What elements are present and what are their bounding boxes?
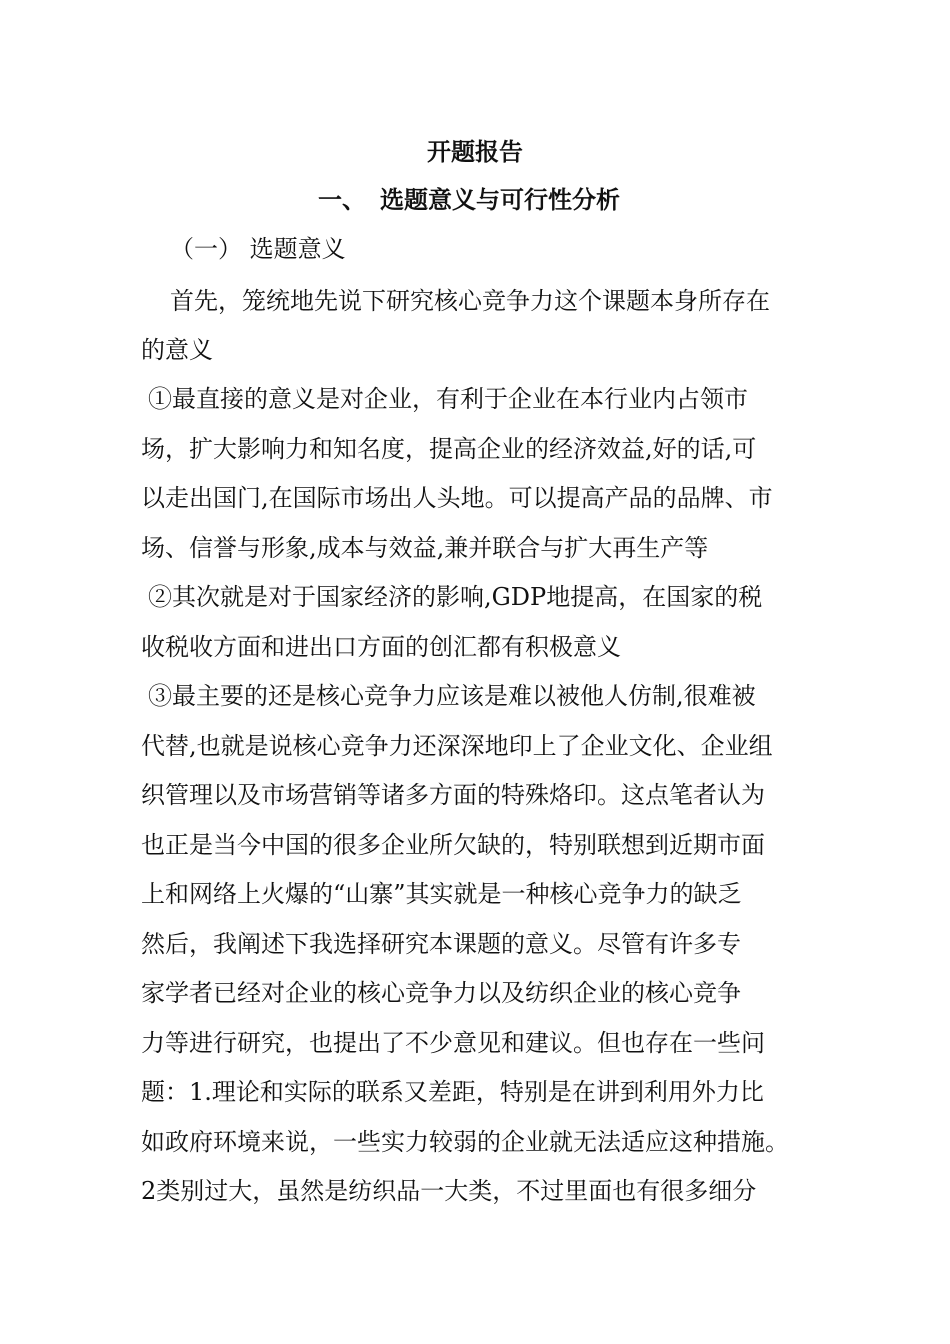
paragraph-line: 然后，我阐述下我选择研究本课题的意义。尽管有许多专 xyxy=(141,930,741,958)
paragraph-line: ①最直接的意义是对企业，有利于企业在本行业内占领市 xyxy=(148,385,748,413)
paragraph-line: 场，扩大影响力和知名度，提高企业的经济效益,好的话,可 xyxy=(141,435,757,463)
paragraph-line: 收税收方面和进出口方面的创汇都有积极意义 xyxy=(141,633,621,661)
paragraph-line: 以走出国门,在国际市场出人头地。可以提高产品的品牌、市 xyxy=(141,484,773,512)
paragraph-line: 家学者已经对企业的核心竞争力以及纺织企业的核心竞争 xyxy=(141,979,741,1007)
paragraph-line: 的意义 xyxy=(141,336,213,364)
paragraph-line: 织管理以及市场营销等诸多方面的特殊烙印。这点笔者认为 xyxy=(141,781,765,809)
paragraph-line: 力等进行研究，也提出了不少意见和建议。但也存在一些问 xyxy=(141,1029,765,1057)
paragraph-line: 如政府环境来说，一些实力较弱的企业就无法适应这种措施。 xyxy=(141,1128,789,1156)
paragraph-line: 代替,也就是说核心竞争力还深深地印上了企业文化、企业组 xyxy=(141,732,773,760)
section-title: 选题意义与可行性分析 xyxy=(380,186,620,214)
paragraph-line: ③最主要的还是核心竞争力应该是难以被他人仿制,很难被 xyxy=(148,682,756,710)
paragraph-line: 首先，笼统地先说下研究核心竞争力这个课题本身所存在 xyxy=(170,287,770,315)
paragraph-line: 也正是当今中国的很多企业所欠缺的，特别联想到近期市面 xyxy=(141,831,765,859)
paragraph-line: 场、信誉与形象,成本与效益,兼并联合与扩大再生产等 xyxy=(141,534,709,562)
paragraph-line: 上和网络上火爆的“山寨”其实就是一种核心竞争力的缺乏 xyxy=(141,880,742,908)
paragraph-line: 2类别过大，虽然是纺织品一大类，不过里面也有很多细分 xyxy=(141,1177,757,1205)
subsection-heading: （一） 选题意义 xyxy=(170,235,346,263)
section-heading xyxy=(318,184,620,216)
section-number: 一、 xyxy=(318,186,366,214)
paragraph-line: 题：1.理论和实际的联系又差距，特别是在讲到利用外力比 xyxy=(141,1078,764,1106)
paragraph-line: ②其次就是对于国家经济的影响,GDP地提高，在国家的税 xyxy=(148,583,763,611)
document-title: 开题报告 xyxy=(427,138,523,166)
